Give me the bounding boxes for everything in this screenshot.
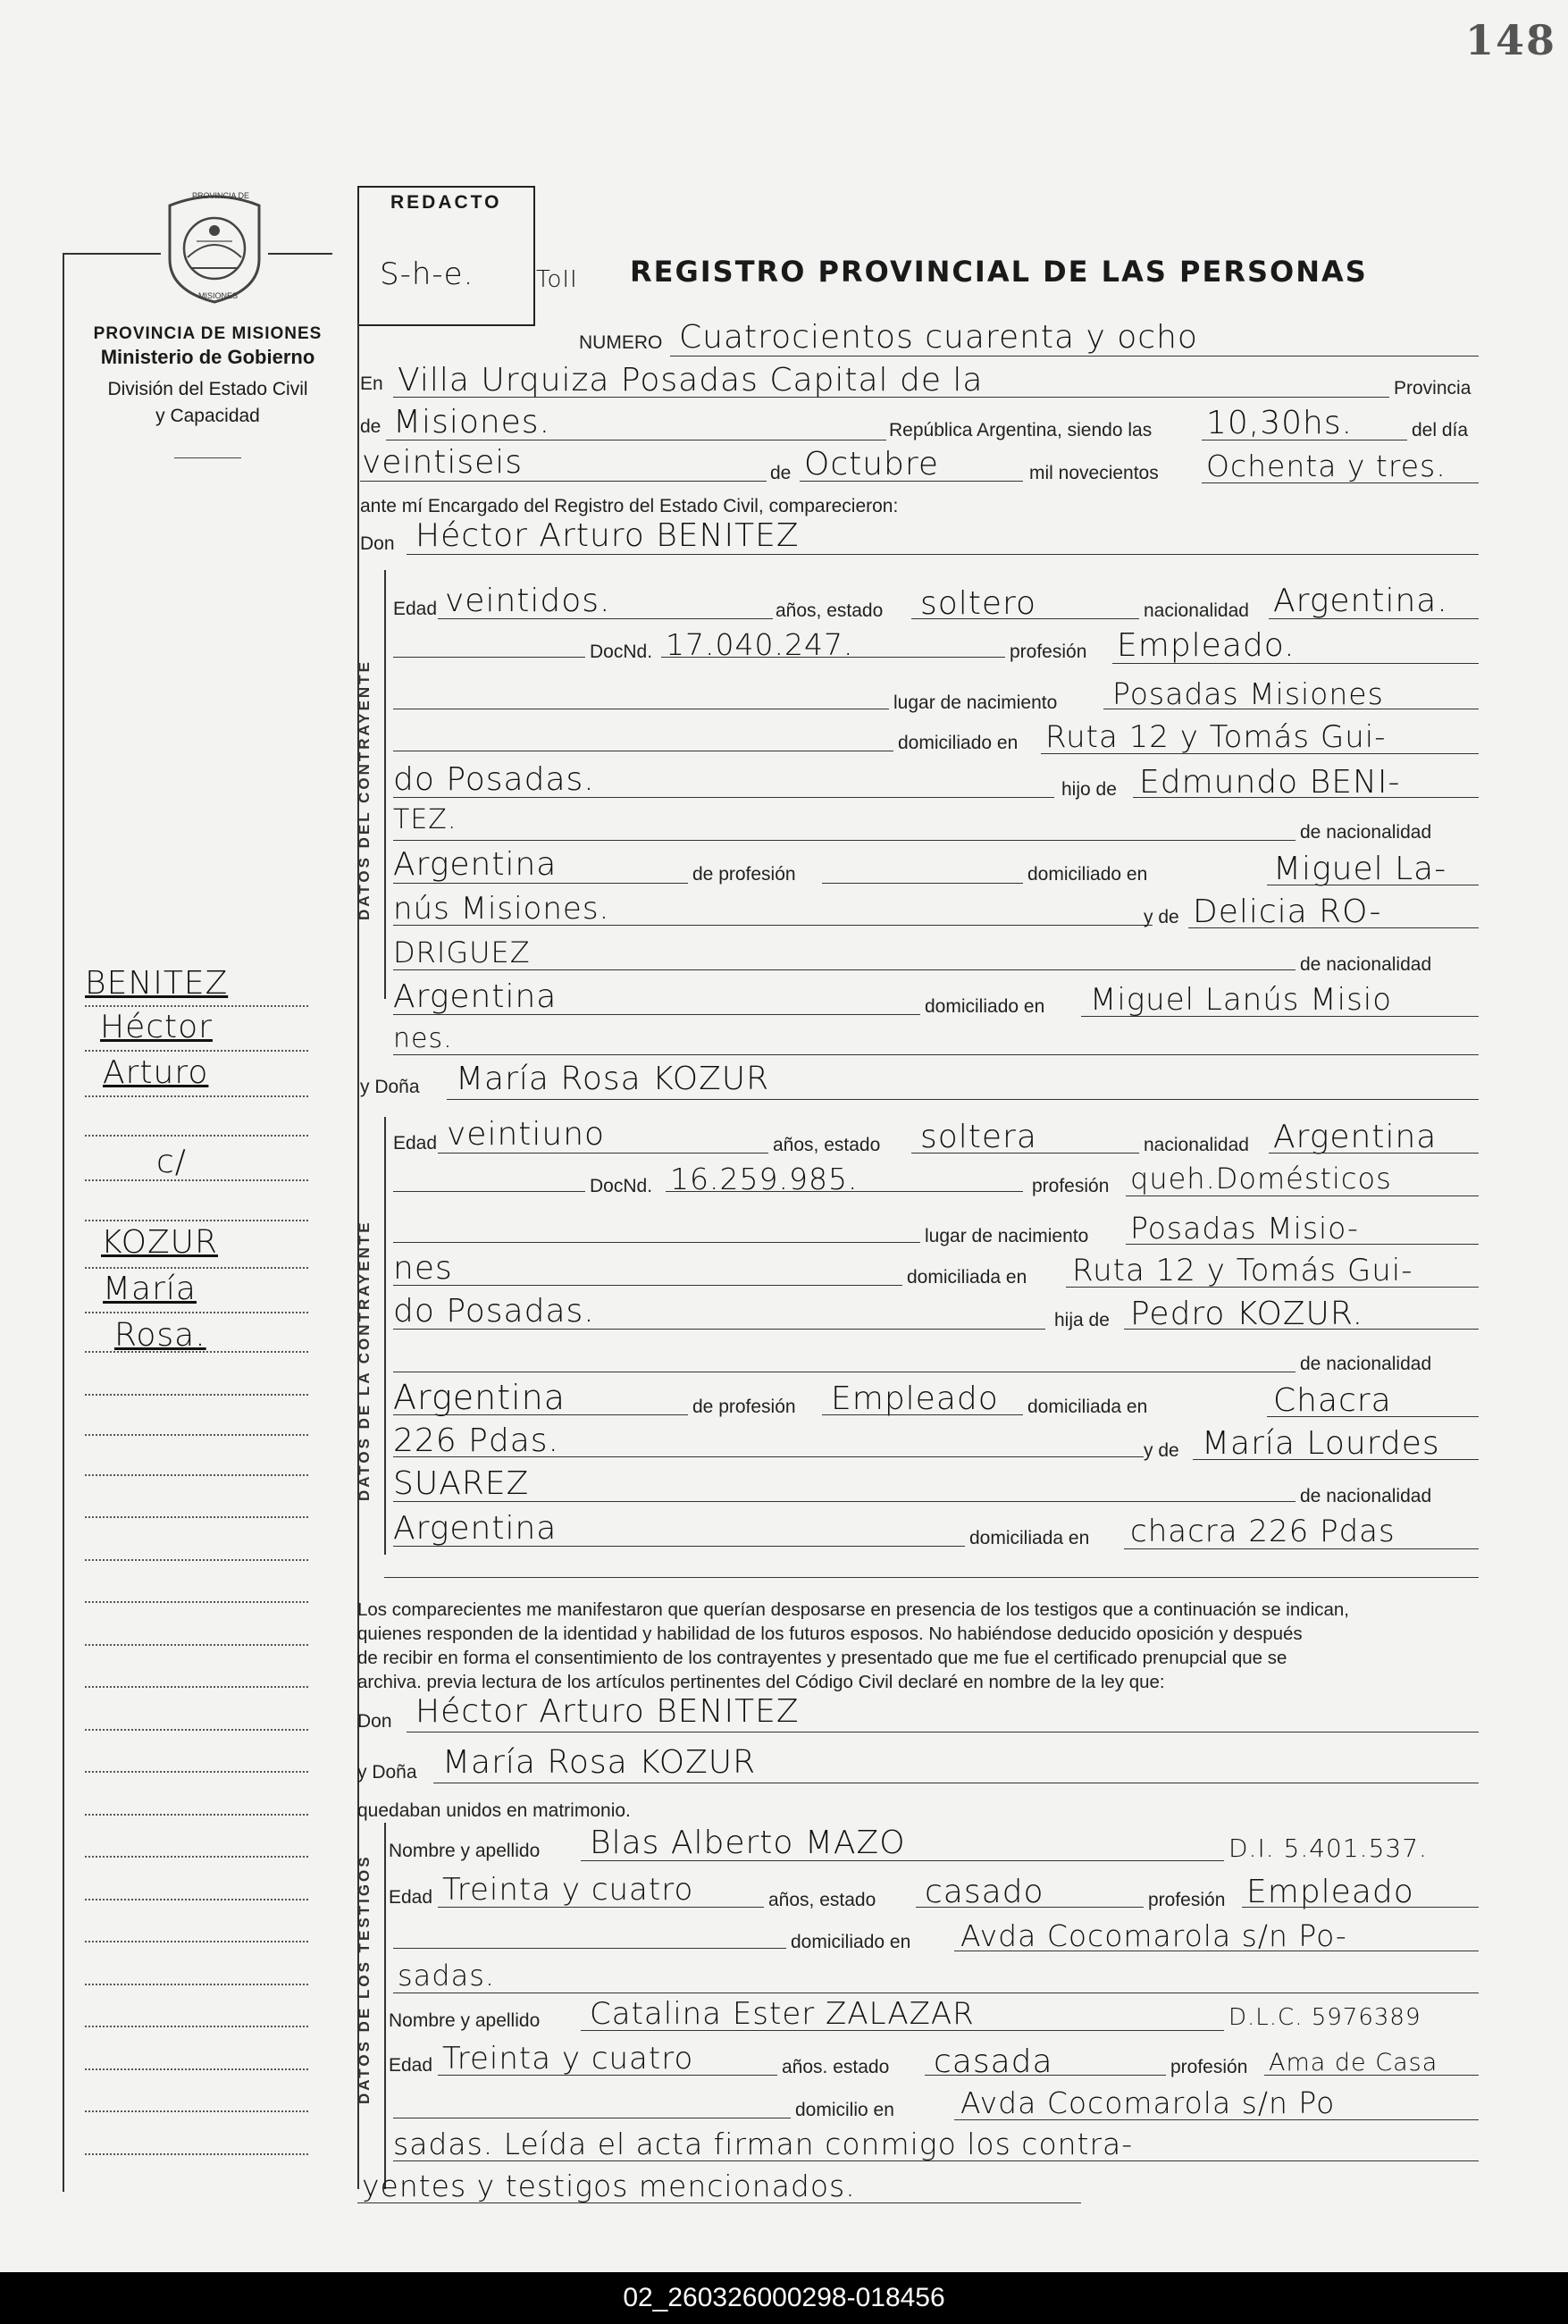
groom-dom2-line xyxy=(393,797,1054,798)
witness-data-box xyxy=(384,1823,386,2189)
de-label: de xyxy=(360,416,382,437)
groom-prof: Empleado. xyxy=(1117,627,1295,664)
groom-padre-1: Edmundo BENI- xyxy=(1139,764,1401,801)
w1-prof-label: profesión xyxy=(1148,1890,1226,1910)
w1-edad-label: Edad xyxy=(389,1887,433,1908)
w1-prof-line xyxy=(1242,1907,1479,1908)
groom-lugar-label: lugar de nacimiento xyxy=(893,692,1058,713)
groom-doc-pre-line xyxy=(393,657,585,658)
bride-dom-label: domiciliada en xyxy=(907,1267,1027,1288)
w2-estado: casada xyxy=(934,2043,1053,2080)
w2-prof-label: profesión xyxy=(1170,2057,1248,2077)
bride-nac-label: nacionalidad xyxy=(1144,1135,1249,1155)
dia-line xyxy=(360,481,767,482)
w1-dom-2: sadas. xyxy=(398,1959,496,1993)
decl-dona-label: y Doña xyxy=(357,1762,417,1783)
groom-edad-label: Edad xyxy=(393,599,438,619)
w1-name-line xyxy=(581,1860,1224,1861)
provincia-label: Provincia xyxy=(1394,378,1472,399)
dona-label: y Doña xyxy=(360,1077,420,1097)
decl-don-label: Don xyxy=(357,1711,392,1732)
numero-label: NUMERO xyxy=(579,332,663,353)
bride-dom2-line xyxy=(393,1329,1045,1330)
bride-madre-nac: Argentina xyxy=(393,1510,558,1547)
don-label: Don xyxy=(360,533,395,554)
w2-prof-line xyxy=(1264,2075,1479,2076)
bride-madre-line xyxy=(1193,1459,1479,1460)
bride-padre-nac-line xyxy=(393,1414,688,1415)
bride-padre-dom-line xyxy=(1267,1416,1479,1417)
bride-name: María Rosa KOZUR xyxy=(456,1061,770,1097)
en-label: En xyxy=(360,373,383,394)
scan-id-text: 02_260326000298-018456 xyxy=(623,2283,945,2312)
bride-edad: veintiuno xyxy=(447,1116,606,1153)
bride-madre-dom: chacra 226 Pdas xyxy=(1130,1514,1396,1549)
groom-dom-line xyxy=(1041,753,1479,754)
groom-nac-label: nacionalidad xyxy=(1144,600,1249,621)
seal-text-bottom: MISIONES xyxy=(198,291,239,300)
groom-edad-line xyxy=(438,618,773,619)
numero-value: Cuatrocientos cuarenta y ocho xyxy=(679,319,1198,356)
groom-name: Héctor Arturo BENITEZ xyxy=(415,517,800,554)
sidebar-left-rule xyxy=(63,253,64,2192)
groom-edad: veintidos. xyxy=(445,583,611,619)
groom-padre-dom-2: nús Misiones. xyxy=(393,891,610,927)
closing-line-1-rule xyxy=(393,2160,1479,2161)
groom-dom-label: domiciliado en xyxy=(898,733,1019,753)
bride-doc: 16.259.985. xyxy=(670,1162,859,1196)
groom-hijo-label: hijo de xyxy=(1061,779,1117,800)
bride-hija-label: hija de xyxy=(1054,1310,1110,1330)
w1-name: Blas Alberto MAZO xyxy=(590,1825,906,1861)
groom-madre-line xyxy=(1188,927,1479,928)
groom-padre-prof-label: de profesión xyxy=(692,864,796,885)
groom-dom-2: do Posadas. xyxy=(393,761,595,798)
w1-prof: Empleado xyxy=(1246,1874,1414,1910)
page-number: 148 xyxy=(1465,16,1557,64)
redacto-label: REDACTO xyxy=(390,192,502,213)
groom-data-box xyxy=(384,570,386,999)
bride-nac: Argentina xyxy=(1273,1119,1438,1155)
w2-estado-line xyxy=(925,2075,1166,2076)
bride-estado-label: años, estado xyxy=(773,1135,881,1155)
w2-name: Catalina Ester ZALAZAR xyxy=(590,1996,975,2032)
scan-id-bar xyxy=(0,2272,1568,2324)
mil-label: mil novecientos xyxy=(1029,463,1159,483)
groom-madre-dom-label: domiciliado en xyxy=(925,996,1045,1017)
bride-lugar2-line xyxy=(393,1285,902,1286)
bride-data-box xyxy=(384,1117,386,1555)
groom-padre-nac: Argentina xyxy=(393,846,558,883)
redacto-value: S-h-e. xyxy=(380,256,474,292)
bride-name-line xyxy=(447,1099,1479,1100)
tomo-label: ToII xyxy=(536,266,578,293)
bride-padre-dom-1: Chacra xyxy=(1273,1382,1392,1419)
provincia-value: Misiones. xyxy=(393,404,551,440)
w1-dom-1: Avda Cocomarola s/n Po- xyxy=(960,1918,1347,1953)
groom-doc-line xyxy=(661,657,1005,658)
groom-lugar: Posadas Misiones xyxy=(1112,676,1384,711)
bride-padre-line xyxy=(1124,1329,1479,1330)
bride-lugar-1: Posadas Misio- xyxy=(1130,1211,1359,1246)
sidebar-ministry: Ministerio de Gobierno xyxy=(100,346,315,368)
groom-padre-prof-line xyxy=(822,883,1023,884)
margin-note-name1: Héctor xyxy=(100,1009,213,1045)
republica-label: República Argentina, siendo las xyxy=(889,420,1153,440)
bride-nac-line xyxy=(1269,1153,1479,1154)
bride-estado: soltera xyxy=(920,1119,1037,1155)
groom-padre-nac-label: de nacionalidad xyxy=(1300,822,1432,843)
groom-estado: soltero xyxy=(920,585,1037,622)
groom-prof-label: profesión xyxy=(1010,642,1087,662)
margin-note-name3: María xyxy=(103,1271,197,1307)
margin-note-surname: BENITEZ xyxy=(85,965,229,1002)
groom-madre-nac: Argentina xyxy=(393,978,558,1015)
bride-madre-2: SUAREZ xyxy=(393,1465,530,1502)
hora-value: 10,30hs. xyxy=(1206,405,1354,441)
bride-prof-label: profesión xyxy=(1032,1176,1110,1196)
closing-line-2-rule xyxy=(357,2202,1081,2203)
groom-padre-2: TEZ. xyxy=(393,804,457,835)
bride-lugar-line xyxy=(1126,1244,1479,1245)
w2-edad-line xyxy=(438,2075,777,2076)
bride-madre-dom-label: domiciliada en xyxy=(969,1528,1090,1548)
bride-lugar-2: nes xyxy=(393,1250,453,1287)
bride-padre-prof-label: de profesión xyxy=(692,1397,796,1417)
w2-estado-label: años. estado xyxy=(782,2057,890,2077)
groom-estado-line xyxy=(911,618,1139,619)
mes-value: Octubre xyxy=(804,446,940,482)
bride-edad-line xyxy=(438,1153,768,1154)
w1-estado: casado xyxy=(925,1874,1044,1910)
ante-label: ante mí Encargado del Registro del Estado Civil, comparecieron: xyxy=(360,496,899,516)
statement-line-2: quienes responden de la identidad y habilidad de los futuros esposos. No habiéndose deducido oposición y después xyxy=(357,1623,1303,1644)
groom-padre-dom2-line xyxy=(393,925,1153,926)
del-dia-label: del día xyxy=(1412,420,1469,440)
bride-madre-nac-line xyxy=(393,1546,965,1547)
margin-note-surname2: KOZUR xyxy=(101,1224,218,1261)
statement-line-4: archiva. previa lectura de los artículos pertinentes del Código Civil declaré en nombre de la ley que: xyxy=(357,1672,1165,1692)
groom-madre-2: DRIGUEZ xyxy=(393,935,531,969)
groom-nac-line xyxy=(1269,618,1479,619)
w1-estado-label: años, estado xyxy=(768,1890,876,1910)
bride-doc-label: DocNd. xyxy=(590,1176,653,1196)
anio-line xyxy=(1202,482,1479,483)
w2-doc: D.L.C. 5976389 xyxy=(1228,2004,1421,2031)
sidebar-short-rule xyxy=(174,457,241,458)
quedaban-label: quedaban unidos en matrimonio. xyxy=(357,1800,631,1821)
numero-line xyxy=(670,356,1479,357)
w1-dom-label: domiciliado en xyxy=(791,1932,911,1952)
w1-estado-line xyxy=(916,1907,1144,1908)
w2-dom-1: Avda Cocomarola s/n Po xyxy=(960,2085,1336,2120)
bride-dom-line xyxy=(1066,1287,1479,1288)
margin-note-name4: Rosa. xyxy=(114,1317,206,1354)
form-title: REGISTRO PROVINCIAL DE LAS PERSONAS xyxy=(630,255,1368,289)
sidebar-province: PROVINCIA DE MISIONES xyxy=(93,324,323,343)
bride-estado-line xyxy=(911,1153,1139,1154)
bride-y-de-label: y de xyxy=(1144,1440,1179,1461)
anio-value: Ochenta y tres. xyxy=(1206,449,1446,483)
groom-madre-nac-line xyxy=(393,1014,920,1015)
w2-prof: Ama de Casa xyxy=(1269,2049,1438,2076)
bride-padre-prof: Empleado xyxy=(831,1380,999,1417)
groom-doc-label: DocNd. xyxy=(590,642,653,662)
groom-padre-dom-label: domiciliado en xyxy=(1027,864,1148,885)
groom-name-line xyxy=(407,554,1479,555)
margin-note-name2: Arturo xyxy=(103,1054,209,1091)
groom-dom-1: Ruta 12 y Tomás Gui- xyxy=(1045,719,1387,755)
w1-name-label: Nombre y apellido xyxy=(389,1841,541,1861)
bride-lugar-label: lugar de nacimiento xyxy=(925,1226,1089,1246)
decl-don-line xyxy=(407,1732,1479,1733)
groom-padre2-line xyxy=(393,840,1295,841)
bride-section-label: DATOS DE LA CONTRAYENTE xyxy=(356,1220,373,1501)
w2-dom-line xyxy=(954,2119,1479,2120)
bride-padre-prof-line xyxy=(822,1414,1023,1415)
province-seal xyxy=(161,188,268,304)
groom-madre-dom2-line xyxy=(393,1054,1479,1055)
margin-note-connector: c/ xyxy=(156,1144,187,1180)
bride-lugar-pre-line xyxy=(393,1242,920,1243)
sidebar-rule-right xyxy=(268,253,332,255)
groom-nac: Argentina. xyxy=(1273,583,1448,619)
bride-madre2-line xyxy=(393,1501,1295,1502)
w1-doc: D.I. 5.401.537. xyxy=(1228,1833,1428,1863)
bride-padre: Pedro KOZUR. xyxy=(1130,1296,1364,1332)
groom-madre2-line xyxy=(393,969,1295,970)
bride-edad-label: Edad xyxy=(393,1133,438,1154)
seal-icon xyxy=(161,188,268,304)
lugar-value: Villa Urquiza Posadas Capital de la xyxy=(398,362,984,399)
sidebar-rule xyxy=(63,253,161,255)
w1-dom-pre-line xyxy=(393,1948,786,1949)
decl-dona: María Rosa KOZUR xyxy=(442,1744,757,1781)
closing-line-2: yentes y testigos mencionados. xyxy=(362,2169,856,2203)
groom-madre-dom-2: nes. xyxy=(393,1023,453,1054)
w2-dom-label: domicilio en xyxy=(795,2100,894,2120)
bride-padre-dom2-line xyxy=(393,1456,1144,1457)
groom-padre-nac-line xyxy=(393,883,688,884)
groom-estado-label: años, estado xyxy=(776,600,884,621)
bride-madre-dom-line xyxy=(1124,1548,1479,1549)
decl-don: Héctor Arturo BENITEZ xyxy=(415,1693,800,1730)
bride-padre-dom-2: 226 Pdas. xyxy=(393,1422,559,1459)
sidebar-division-2: y Capacidad xyxy=(155,406,260,426)
statement-line-1: Los comparecientes me manifestaron que querían desposarse en presencia de los testigos que a continuación se indican, xyxy=(357,1599,1349,1620)
closing-line-1: sadas. Leída el acta firman conmigo los contra- xyxy=(393,2127,1134,2161)
sidebar-division-1: División del Estado Civil xyxy=(107,379,308,399)
w1-edad-line xyxy=(438,1907,764,1908)
groom-y-de-label: y de xyxy=(1144,907,1179,927)
bride-dom-2: do Posadas. xyxy=(393,1293,595,1330)
witness-section-label: DATOS DE LOS TESTIGOS xyxy=(356,1854,373,2104)
groom-madre-dom-1: Miguel Lanús Misio xyxy=(1090,982,1393,1018)
bride-padre-nac: Argentina xyxy=(393,1378,566,1417)
bride-madre-1: María Lourdes xyxy=(1202,1425,1440,1462)
groom-padre-line xyxy=(1133,797,1479,798)
w2-edad-label: Edad xyxy=(389,2055,433,2076)
w2-name-label: Nombre y apellido xyxy=(389,2010,541,2031)
groom-madre-1: Delicia RO- xyxy=(1193,894,1382,930)
de-mes-label: de xyxy=(770,463,792,483)
bride-doc-line xyxy=(666,1191,1023,1192)
seal-text-top: PROVINCIA DE xyxy=(192,191,250,200)
groom-doc: 17.040.247. xyxy=(666,627,854,662)
dia-value: veintiseis xyxy=(362,444,524,481)
statement-line-3: de recibir en forma el consentimiento de los contrayentes y presentado que me fue el certificado prenupcial que se xyxy=(357,1648,1287,1668)
groom-section-label: DATOS DEL CONTRAYENTE xyxy=(356,659,373,920)
w2-name-line xyxy=(581,2030,1224,2031)
groom-prof-line xyxy=(1112,663,1479,664)
bride-box-bottom-line xyxy=(384,1577,1479,1578)
bride-madre-nac-label: de nacionalidad xyxy=(1300,1486,1432,1506)
bride-padre-dom-label: domiciliada en xyxy=(1027,1397,1148,1417)
groom-madre-dom-line xyxy=(1081,1016,1479,1017)
bride-padre-nac-label: de nacionalidad xyxy=(1300,1354,1432,1374)
bride-prof: queh.Domésticos xyxy=(1130,1162,1392,1196)
groom-padre-dom-1: Miguel La- xyxy=(1273,851,1447,887)
mes-line xyxy=(800,481,1023,482)
w2-edad: Treinta y cuatro xyxy=(442,2041,694,2076)
lugar-line xyxy=(393,397,1389,398)
bride-doc-pre-line xyxy=(393,1191,585,1192)
groom-madre-nac-label: de nacionalidad xyxy=(1300,954,1432,975)
w1-edad: Treinta y cuatro xyxy=(442,1872,694,1908)
bride-dom-1: Ruta 12 y Tomás Gui- xyxy=(1072,1253,1413,1288)
